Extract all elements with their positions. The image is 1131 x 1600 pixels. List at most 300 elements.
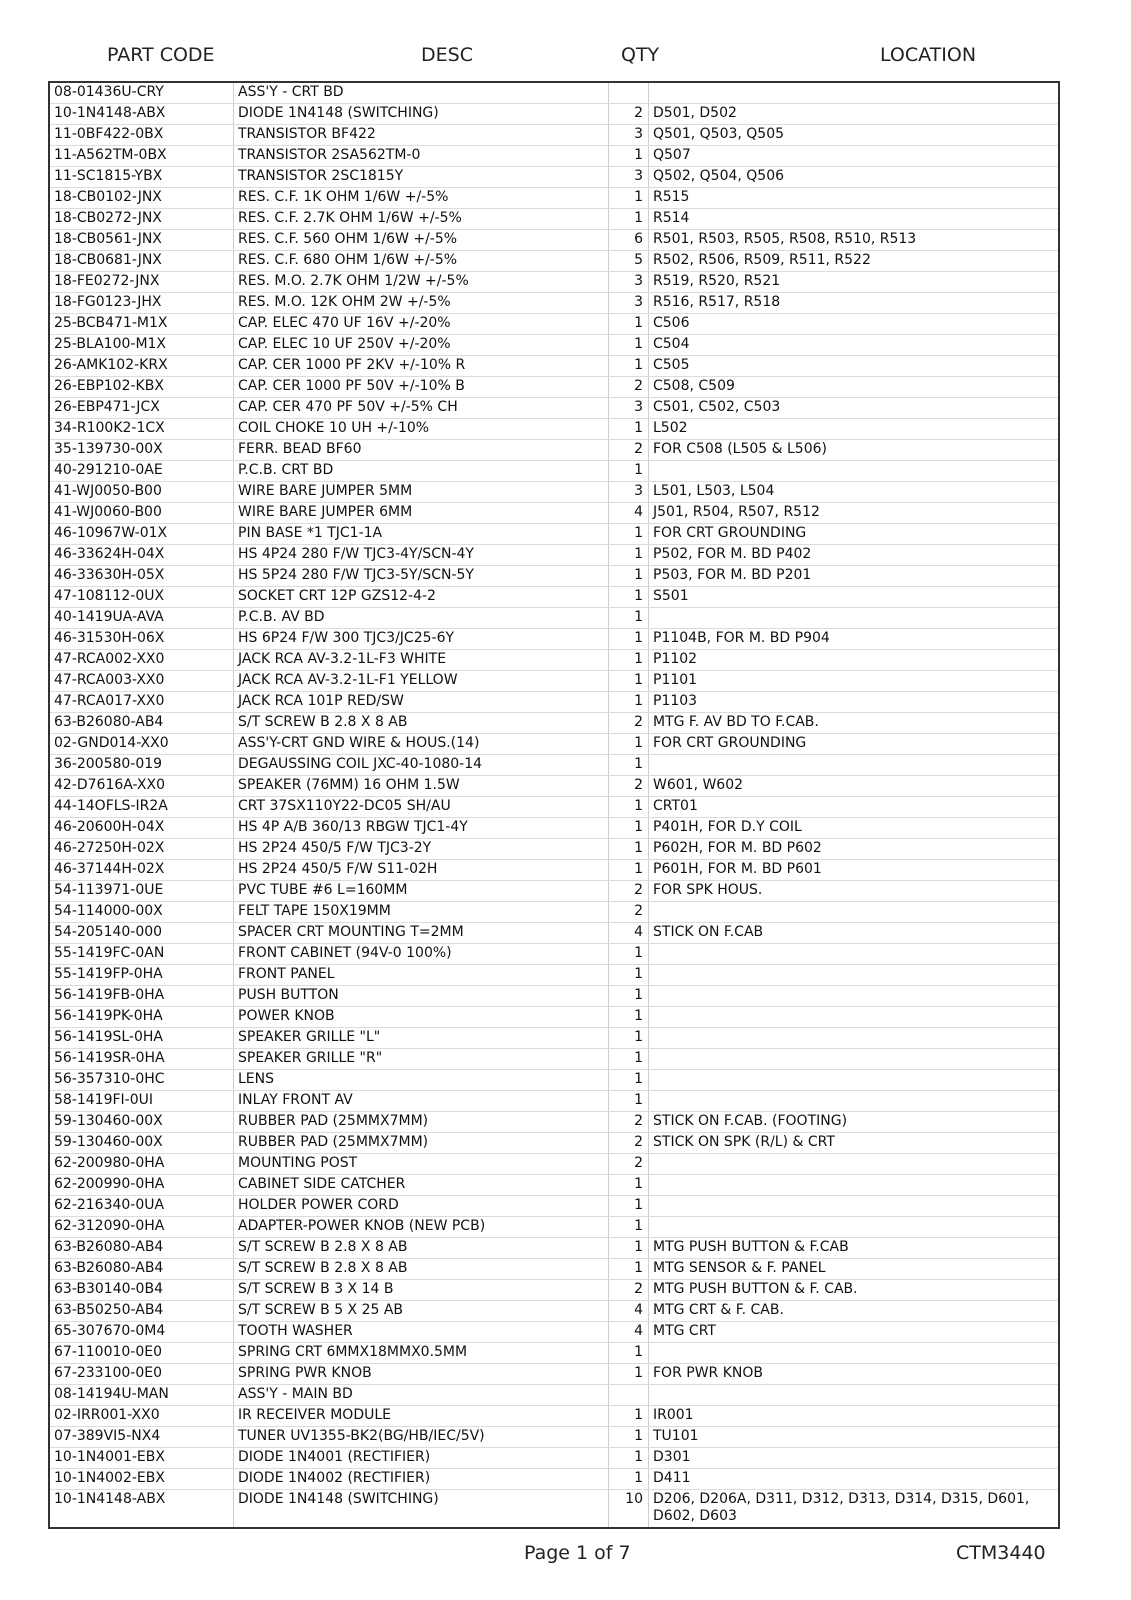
table-row xyxy=(49,818,1059,839)
table-row xyxy=(49,524,1059,545)
description-cell: RUBBER PAD (25MMX7MM) xyxy=(234,1133,609,1154)
table-row xyxy=(49,188,1059,209)
location-cell: Q501, Q503, Q505 xyxy=(649,125,1060,146)
description-cell: HS 5P24 280 F/W TJC3-5Y/SCN-5Y xyxy=(234,566,609,587)
table-row xyxy=(49,251,1059,272)
description-cell: DIODE 1N4148 (SWITCHING) xyxy=(234,104,609,125)
header-desc: DESC xyxy=(421,44,473,66)
quantity-cell: 1 xyxy=(609,818,649,839)
table-row xyxy=(49,1343,1059,1364)
part-code-cell: 58-1419FI-0UI xyxy=(49,1091,234,1112)
location-cell: IR001 xyxy=(649,1406,1060,1427)
table-row xyxy=(49,923,1059,944)
table-row xyxy=(49,482,1059,503)
table-row xyxy=(49,1490,1059,1529)
location-cell: W601, W602 xyxy=(649,776,1060,797)
quantity-cell: 2 xyxy=(609,1280,649,1301)
part-code-cell: 55-1419FC-0AN xyxy=(49,944,234,965)
table-row xyxy=(49,146,1059,167)
description-cell: RES. C.F. 1K OHM 1/6W +/-5% xyxy=(234,188,609,209)
quantity-cell: 1 xyxy=(609,335,649,356)
part-code-cell: 63-B26080-AB4 xyxy=(49,713,234,734)
table-row xyxy=(49,1175,1059,1196)
description-cell: S/T SCREW B 2.8 X 8 AB xyxy=(234,1238,609,1259)
table-row xyxy=(49,1259,1059,1280)
description-cell: COIL CHOKE 10 UH +/-10% xyxy=(234,419,609,440)
quantity-cell: 1 xyxy=(609,587,649,608)
location-cell: D411 xyxy=(649,1469,1060,1490)
part-code-cell: 02-GND014-XX0 xyxy=(49,734,234,755)
quantity-cell: 3 xyxy=(609,167,649,188)
part-code-cell: 10-1N4148-ABX xyxy=(49,1490,234,1529)
quantity-cell: 1 xyxy=(609,1217,649,1238)
location-cell: FOR PWR KNOB xyxy=(649,1364,1060,1385)
description-cell: CAP. CER 1000 PF 50V +/-10% B xyxy=(234,377,609,398)
description-cell: HS 4P A/B 360/13 RBGW TJC1-4Y xyxy=(234,818,609,839)
part-code-cell: 25-BCB471-M1X xyxy=(49,314,234,335)
description-cell: ASS'Y-CRT GND WIRE & HOUS.(14) xyxy=(234,734,609,755)
description-cell: CAP. ELEC 10 UF 250V +/-20% xyxy=(234,335,609,356)
location-cell: R516, R517, R518 xyxy=(649,293,1060,314)
table-row xyxy=(49,965,1059,986)
part-code-cell: 67-110010-0E0 xyxy=(49,1343,234,1364)
part-code-cell: 56-1419PK-0HA xyxy=(49,1007,234,1028)
description-cell: S/T SCREW B 5 X 25 AB xyxy=(234,1301,609,1322)
location-cell xyxy=(649,82,1060,104)
location-cell xyxy=(649,1343,1060,1364)
table-row xyxy=(49,944,1059,965)
description-cell: CABINET SIDE CATCHER xyxy=(234,1175,609,1196)
quantity-cell: 1 xyxy=(609,1175,649,1196)
location-cell: FOR SPK HOUS. xyxy=(649,881,1060,902)
location-cell xyxy=(649,1091,1060,1112)
quantity-cell: 1 xyxy=(609,692,649,713)
quantity-cell: 6 xyxy=(609,230,649,251)
table-row xyxy=(49,398,1059,419)
part-code-cell: 36-200580-019 xyxy=(49,755,234,776)
quantity-cell: 3 xyxy=(609,398,649,419)
quantity-cell: 1 xyxy=(609,461,649,482)
table-row xyxy=(49,1007,1059,1028)
location-cell: L501, L503, L504 xyxy=(649,482,1060,503)
description-cell: SPRING CRT 6MMX18MMX0.5MM xyxy=(234,1343,609,1364)
location-cell: MTG SENSOR & F. PANEL xyxy=(649,1259,1060,1280)
part-code-cell: 63-B26080-AB4 xyxy=(49,1238,234,1259)
quantity-cell: 1 xyxy=(609,1007,649,1028)
description-cell: SPACER CRT MOUNTING T=2MM xyxy=(234,923,609,944)
part-code-cell: 46-31530H-06X xyxy=(49,629,234,650)
table-row xyxy=(49,167,1059,188)
part-code-cell: 56-357310-0HC xyxy=(49,1070,234,1091)
quantity-cell: 1 xyxy=(609,1091,649,1112)
table-row xyxy=(49,1070,1059,1091)
table-row xyxy=(49,1049,1059,1070)
description-cell: MOUNTING POST xyxy=(234,1154,609,1175)
location-cell xyxy=(649,461,1060,482)
table-row xyxy=(49,776,1059,797)
quantity-cell: 1 xyxy=(609,1469,649,1490)
table-row xyxy=(49,1469,1059,1490)
table-row xyxy=(49,734,1059,755)
location-cell: P1101 xyxy=(649,671,1060,692)
location-cell xyxy=(649,1049,1060,1070)
description-cell: DIODE 1N4001 (RECTIFIER) xyxy=(234,1448,609,1469)
part-code-cell: 44-14OFLS-IR2A xyxy=(49,797,234,818)
location-cell: C505 xyxy=(649,356,1060,377)
part-code-cell: 11-SC1815-YBX xyxy=(49,167,234,188)
quantity-cell: 1 xyxy=(609,524,649,545)
description-cell: HS 2P24 450/5 F/W TJC3-2Y xyxy=(234,839,609,860)
quantity-cell: 2 xyxy=(609,377,649,398)
description-cell: CAP. CER 1000 PF 2KV +/-10% R xyxy=(234,356,609,377)
table-row xyxy=(49,1112,1059,1133)
quantity-cell: 1 xyxy=(609,1364,649,1385)
description-cell: SPEAKER GRILLE "R" xyxy=(234,1049,609,1070)
location-cell xyxy=(649,608,1060,629)
description-cell: WIRE BARE JUMPER 6MM xyxy=(234,503,609,524)
table-row xyxy=(49,230,1059,251)
description-cell: S/T SCREW B 3 X 14 B xyxy=(234,1280,609,1301)
quantity-cell: 1 xyxy=(609,839,649,860)
table-row xyxy=(49,986,1059,1007)
description-cell: TUNER UV1355-BK2(BG/HB/IEC/5V) xyxy=(234,1427,609,1448)
location-cell: FOR CRT GROUNDING xyxy=(649,734,1060,755)
location-cell xyxy=(649,1196,1060,1217)
location-cell: J501, R504, R507, R512 xyxy=(649,503,1060,524)
description-cell: HS 6P24 F/W 300 TJC3/JC25-6Y xyxy=(234,629,609,650)
quantity-cell: 1 xyxy=(609,734,649,755)
location-cell: D501, D502 xyxy=(649,104,1060,125)
table-row xyxy=(49,356,1059,377)
location-cell: C508, C509 xyxy=(649,377,1060,398)
table-row xyxy=(49,1385,1059,1406)
description-cell: HS 4P24 280 F/W TJC3-4Y/SCN-4Y xyxy=(234,545,609,566)
description-cell: TOOTH WASHER xyxy=(234,1322,609,1343)
table-row xyxy=(49,545,1059,566)
location-cell: P1104B, FOR M. BD P904 xyxy=(649,629,1060,650)
part-code-cell: 55-1419FP-0HA xyxy=(49,965,234,986)
part-code-cell: 08-14194U-MAN xyxy=(49,1385,234,1406)
description-cell: FRONT PANEL xyxy=(234,965,609,986)
description-cell: SOCKET CRT 12P GZS12-4-2 xyxy=(234,587,609,608)
location-cell: Q507 xyxy=(649,146,1060,167)
header-location: LOCATION xyxy=(880,44,977,66)
parts-table-body xyxy=(49,82,1059,1528)
quantity-cell: 1 xyxy=(609,1070,649,1091)
description-cell: TRANSISTOR 2SA562TM-0 xyxy=(234,146,609,167)
quantity-cell: 1 xyxy=(609,650,649,671)
header-qty: QTY xyxy=(621,44,660,66)
description-cell: RES. C.F. 2.7K OHM 1/6W +/-5% xyxy=(234,209,609,230)
quantity-cell: 1 xyxy=(609,314,649,335)
quantity-cell: 3 xyxy=(609,272,649,293)
table-row xyxy=(49,440,1059,461)
quantity-cell: 1 xyxy=(609,188,649,209)
description-cell: LENS xyxy=(234,1070,609,1091)
description-cell: FERR. BEAD BF60 xyxy=(234,440,609,461)
quantity-cell: 4 xyxy=(609,503,649,524)
table-row xyxy=(49,797,1059,818)
table-row xyxy=(49,629,1059,650)
quantity-cell: 10 xyxy=(609,1490,649,1529)
part-code-cell: 10-1N4001-EBX xyxy=(49,1448,234,1469)
quantity-cell: 1 xyxy=(609,1448,649,1469)
header-part-code: PART CODE xyxy=(107,44,215,66)
part-code-cell: 62-200980-0HA xyxy=(49,1154,234,1175)
location-cell: L502 xyxy=(649,419,1060,440)
part-code-cell: 18-FG0123-JHX xyxy=(49,293,234,314)
description-cell: RES. M.O. 2.7K OHM 1/2W +/-5% xyxy=(234,272,609,293)
quantity-cell: 1 xyxy=(609,860,649,881)
table-row xyxy=(49,1238,1059,1259)
description-cell: PIN BASE *1 TJC1-1A xyxy=(234,524,609,545)
quantity-cell: 1 xyxy=(609,986,649,1007)
table-row xyxy=(49,209,1059,230)
quantity-cell: 1 xyxy=(609,1028,649,1049)
part-code-cell: 56-1419SR-0HA xyxy=(49,1049,234,1070)
table-row xyxy=(49,566,1059,587)
part-code-cell: 46-10967W-01X xyxy=(49,524,234,545)
description-cell: P.C.B. AV BD xyxy=(234,608,609,629)
description-cell: INLAY FRONT AV xyxy=(234,1091,609,1112)
quantity-cell: 2 xyxy=(609,713,649,734)
table-row xyxy=(49,125,1059,146)
table-row xyxy=(49,1133,1059,1154)
location-cell: FOR C508 (L505 & L506) xyxy=(649,440,1060,461)
part-code-cell: 18-FE0272-JNX xyxy=(49,272,234,293)
part-code-cell: 63-B30140-0B4 xyxy=(49,1280,234,1301)
location-cell: R502, R506, R509, R511, R522 xyxy=(649,251,1060,272)
part-code-cell: 47-RCA002-XX0 xyxy=(49,650,234,671)
part-code-cell: 62-216340-0UA xyxy=(49,1196,234,1217)
description-cell: TRANSISTOR 2SC1815Y xyxy=(234,167,609,188)
table-row xyxy=(49,377,1059,398)
part-code-cell: 56-1419FB-0HA xyxy=(49,986,234,1007)
part-code-cell: 56-1419SL-0HA xyxy=(49,1028,234,1049)
description-cell: PUSH BUTTON xyxy=(234,986,609,1007)
quantity-cell: 1 xyxy=(609,419,649,440)
location-cell: C504 xyxy=(649,335,1060,356)
quantity-cell: 2 xyxy=(609,1133,649,1154)
part-code-cell: 26-AMK102-KRX xyxy=(49,356,234,377)
part-code-cell: 47-108112-0UX xyxy=(49,587,234,608)
table-row xyxy=(49,82,1059,104)
table-row xyxy=(49,1196,1059,1217)
quantity-cell: 2 xyxy=(609,1154,649,1175)
part-code-cell: 63-B26080-AB4 xyxy=(49,1259,234,1280)
quantity-cell: 1 xyxy=(609,608,649,629)
table-row xyxy=(49,1322,1059,1343)
location-cell xyxy=(649,1385,1060,1406)
model-number: CTM3440 xyxy=(956,1542,1046,1564)
location-cell: MTG CRT & F. CAB. xyxy=(649,1301,1060,1322)
description-cell: CAP. ELEC 470 UF 16V +/-20% xyxy=(234,314,609,335)
description-cell: DIODE 1N4148 (SWITCHING) xyxy=(234,1490,609,1529)
table-row xyxy=(49,1028,1059,1049)
location-cell: R501, R503, R505, R508, R510, R513 xyxy=(649,230,1060,251)
quantity-cell: 1 xyxy=(609,629,649,650)
table-row xyxy=(49,314,1059,335)
part-code-cell: 46-20600H-04X xyxy=(49,818,234,839)
location-cell: C506 xyxy=(649,314,1060,335)
quantity-cell: 1 xyxy=(609,965,649,986)
quantity-cell: 2 xyxy=(609,776,649,797)
location-cell: FOR CRT GROUNDING xyxy=(649,524,1060,545)
quantity-cell: 1 xyxy=(609,1406,649,1427)
part-code-cell: 65-307670-0M4 xyxy=(49,1322,234,1343)
quantity-cell xyxy=(609,1385,649,1406)
description-cell: RES. M.O. 12K OHM 2W +/-5% xyxy=(234,293,609,314)
table-row xyxy=(49,293,1059,314)
location-cell: P401H, FOR D.Y COIL xyxy=(649,818,1060,839)
quantity-cell: 4 xyxy=(609,1322,649,1343)
location-cell xyxy=(649,1070,1060,1091)
location-cell: Q502, Q504, Q506 xyxy=(649,167,1060,188)
quantity-cell xyxy=(609,82,649,104)
quantity-cell: 5 xyxy=(609,251,649,272)
location-cell: R514 xyxy=(649,209,1060,230)
location-cell: P1102 xyxy=(649,650,1060,671)
part-code-cell: 54-113971-0UE xyxy=(49,881,234,902)
quantity-cell: 1 xyxy=(609,944,649,965)
part-code-cell: 47-RCA003-XX0 xyxy=(49,671,234,692)
part-code-cell: 42-D7616A-XX0 xyxy=(49,776,234,797)
table-row xyxy=(49,755,1059,776)
part-code-cell: 46-33630H-05X xyxy=(49,566,234,587)
table-row xyxy=(49,1154,1059,1175)
location-cell: S501 xyxy=(649,587,1060,608)
part-code-cell: 18-CB0272-JNX xyxy=(49,209,234,230)
part-code-cell: 59-130460-00X xyxy=(49,1112,234,1133)
table-row xyxy=(49,881,1059,902)
part-code-cell: 25-BLA100-M1X xyxy=(49,335,234,356)
quantity-cell: 3 xyxy=(609,293,649,314)
part-code-cell: 54-205140-000 xyxy=(49,923,234,944)
part-code-cell: 40-1419UA-AVA xyxy=(49,608,234,629)
description-cell: RES. C.F. 680 OHM 1/6W +/-5% xyxy=(234,251,609,272)
quantity-cell: 3 xyxy=(609,125,649,146)
description-cell: FELT TAPE 150X19MM xyxy=(234,902,609,923)
part-code-cell: 26-EBP471-JCX xyxy=(49,398,234,419)
quantity-cell: 1 xyxy=(609,1259,649,1280)
part-code-cell: 47-RCA017-XX0 xyxy=(49,692,234,713)
table-row xyxy=(49,650,1059,671)
part-code-cell: 41-WJ0050-B00 xyxy=(49,482,234,503)
description-cell: RUBBER PAD (25MMX7MM) xyxy=(234,1112,609,1133)
description-cell: IR RECEIVER MODULE xyxy=(234,1406,609,1427)
table-row xyxy=(49,608,1059,629)
quantity-cell: 1 xyxy=(609,1343,649,1364)
location-cell: P602H, FOR M. BD P602 xyxy=(649,839,1060,860)
part-code-cell: 11-A562TM-0BX xyxy=(49,146,234,167)
page-number: Page 1 of 7 xyxy=(524,1542,631,1564)
quantity-cell: 1 xyxy=(609,1049,649,1070)
part-code-cell: 62-312090-0HA xyxy=(49,1217,234,1238)
location-cell: D301 xyxy=(649,1448,1060,1469)
table-row xyxy=(49,461,1059,482)
quantity-cell: 2 xyxy=(609,1112,649,1133)
part-code-cell: 54-114000-00X xyxy=(49,902,234,923)
location-cell: P601H, FOR M. BD P601 xyxy=(649,860,1060,881)
location-cell xyxy=(649,1154,1060,1175)
description-cell: TRANSISTOR BF422 xyxy=(234,125,609,146)
description-cell: RES. C.F. 560 OHM 1/6W +/-5% xyxy=(234,230,609,251)
location-cell xyxy=(649,902,1060,923)
location-cell xyxy=(649,1007,1060,1028)
quantity-cell: 1 xyxy=(609,1238,649,1259)
quantity-cell: 1 xyxy=(609,545,649,566)
description-cell: SPEAKER GRILLE "L" xyxy=(234,1028,609,1049)
description-cell: ASS'Y - CRT BD xyxy=(234,82,609,104)
quantity-cell: 1 xyxy=(609,1427,649,1448)
location-cell: P1103 xyxy=(649,692,1060,713)
part-code-cell: 18-CB0681-JNX xyxy=(49,251,234,272)
part-code-cell: 10-1N4148-ABX xyxy=(49,104,234,125)
description-cell: JACK RCA AV-3.2-1L-F1 YELLOW xyxy=(234,671,609,692)
location-cell: MTG PUSH BUTTON & F.CAB xyxy=(649,1238,1060,1259)
description-cell: WIRE BARE JUMPER 5MM xyxy=(234,482,609,503)
description-cell: JACK RCA AV-3.2-1L-F3 WHITE xyxy=(234,650,609,671)
description-cell: HS 2P24 450/5 F/W S11-02H xyxy=(234,860,609,881)
location-cell: STICK ON F.CAB. (FOOTING) xyxy=(649,1112,1060,1133)
location-cell: R515 xyxy=(649,188,1060,209)
quantity-cell: 1 xyxy=(609,209,649,230)
quantity-cell: 2 xyxy=(609,881,649,902)
description-cell: JACK RCA 101P RED/SW xyxy=(234,692,609,713)
location-cell: MTG F. AV BD TO F.CAB. xyxy=(649,713,1060,734)
location-cell: P502, FOR M. BD P402 xyxy=(649,545,1060,566)
quantity-cell: 1 xyxy=(609,671,649,692)
part-code-cell: 62-200990-0HA xyxy=(49,1175,234,1196)
quantity-cell: 1 xyxy=(609,146,649,167)
location-cell: STICK ON F.CAB xyxy=(649,923,1060,944)
description-cell: PVC TUBE #6 L=160MM xyxy=(234,881,609,902)
part-code-cell: 46-33624H-04X xyxy=(49,545,234,566)
parts-table xyxy=(48,81,1060,1529)
description-cell: P.C.B. CRT BD xyxy=(234,461,609,482)
table-row xyxy=(49,860,1059,881)
table-row xyxy=(49,335,1059,356)
quantity-cell: 1 xyxy=(609,797,649,818)
part-code-cell: 18-CB0102-JNX xyxy=(49,188,234,209)
location-cell xyxy=(649,944,1060,965)
quantity-cell: 1 xyxy=(609,356,649,377)
description-cell: S/T SCREW B 2.8 X 8 AB xyxy=(234,713,609,734)
description-cell: ADAPTER-POWER KNOB (NEW PCB) xyxy=(234,1217,609,1238)
part-code-cell: 59-130460-00X xyxy=(49,1133,234,1154)
part-code-cell: 34-R100K2-1CX xyxy=(49,419,234,440)
location-cell xyxy=(649,1175,1060,1196)
description-cell: SPEAKER (76MM) 16 OHM 1.5W xyxy=(234,776,609,797)
location-cell: STICK ON SPK (R/L) & CRT xyxy=(649,1133,1060,1154)
table-row xyxy=(49,713,1059,734)
quantity-cell: 1 xyxy=(609,566,649,587)
table-row xyxy=(49,587,1059,608)
table-row xyxy=(49,1091,1059,1112)
location-cell xyxy=(649,1028,1060,1049)
description-cell: HOLDER POWER CORD xyxy=(234,1196,609,1217)
description-cell: DEGAUSSING COIL JXC-40-1080-14 xyxy=(234,755,609,776)
part-code-cell: 46-37144H-02X xyxy=(49,860,234,881)
table-row xyxy=(49,419,1059,440)
location-cell: C501, C502, C503 xyxy=(649,398,1060,419)
part-code-cell: 10-1N4002-EBX xyxy=(49,1469,234,1490)
part-code-cell: 46-27250H-02X xyxy=(49,839,234,860)
location-cell xyxy=(649,755,1060,776)
table-row xyxy=(49,503,1059,524)
part-code-cell: 26-EBP102-KBX xyxy=(49,377,234,398)
location-cell: MTG PUSH BUTTON & F. CAB. xyxy=(649,1280,1060,1301)
